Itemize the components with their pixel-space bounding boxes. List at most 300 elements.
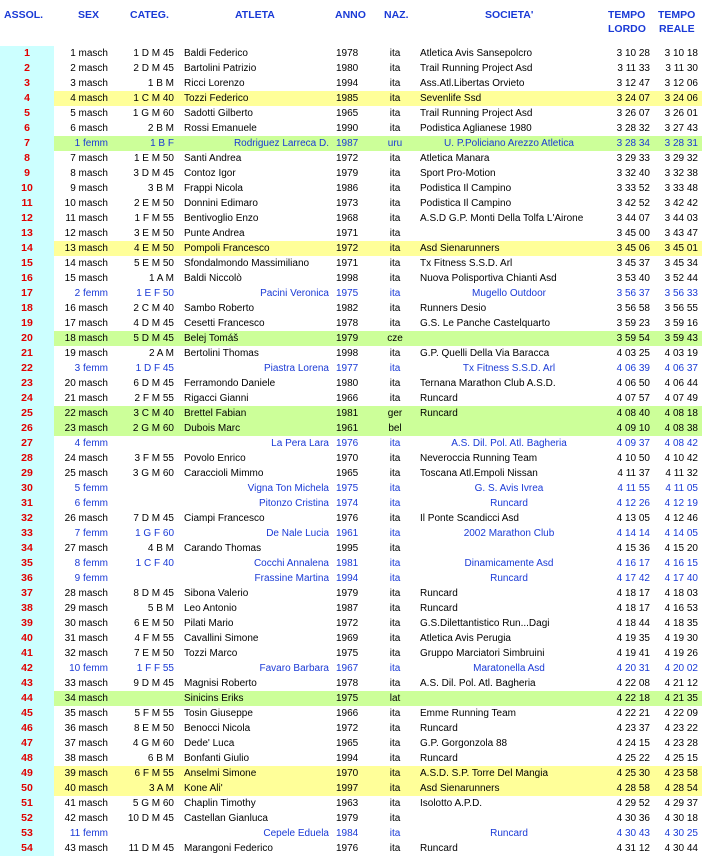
- position-cell: 33: [0, 526, 54, 541]
- gross-time-cell: 4 08 40: [616, 408, 650, 419]
- net-time-cell: 3 33 48: [664, 183, 698, 194]
- table-row: [0, 136, 702, 151]
- net-time-cell: 4 28 54: [664, 783, 698, 794]
- club-cell: [420, 811, 598, 826]
- position-cell: 16: [0, 271, 54, 286]
- gross-time-cell: 4 19 35: [616, 633, 650, 644]
- nationality-cell: ita: [389, 453, 401, 464]
- sex-rank-cell: 4 femm: [74, 438, 108, 449]
- sex-rank-cell: 16 masch: [64, 303, 108, 314]
- position-cell: 7: [0, 136, 54, 151]
- athlete-name-cell: Cavallini Simone: [184, 633, 259, 644]
- birth-year-cell: 1965: [336, 108, 359, 119]
- birth-year-cell: 1979: [336, 168, 359, 179]
- sex-rank-cell: 5 masch: [70, 108, 108, 119]
- birth-year-cell: 1978: [336, 678, 359, 689]
- category-cell: 1 G F 60: [135, 528, 174, 539]
- table-row: [0, 451, 702, 466]
- category-cell: 3 G M 60: [132, 468, 174, 479]
- club-cell: Maratonella Asd: [473, 663, 545, 674]
- club-cell: Ass.Atl.Libertas Orvieto: [420, 78, 525, 89]
- birth-year-cell: 1969: [336, 633, 359, 644]
- gross-time-cell: 4 20 31: [616, 663, 650, 674]
- table-row: [0, 61, 702, 76]
- category-cell: 1 C M 40: [133, 93, 174, 104]
- sex-rank-cell: 2 femm: [74, 288, 108, 299]
- net-time-cell: 3 45 34: [664, 258, 698, 269]
- club-cell: Tx Fitness S.S.D. Arl: [420, 258, 513, 269]
- athlete-name-cell: Bertolini Thomas: [184, 348, 259, 359]
- table-row: [0, 526, 702, 541]
- club-cell: Podistica Aglianese 1980: [420, 123, 532, 134]
- net-time-cell: 3 10 18: [664, 48, 698, 59]
- athlete-name-cell: Santi Andrea: [184, 153, 242, 164]
- sex-rank-cell: 9 masch: [70, 183, 108, 194]
- birth-year-cell: 1974: [336, 498, 359, 509]
- club-cell: Nuova Polisportiva Chianti Asd: [420, 273, 557, 284]
- category-cell: 3 A M: [148, 783, 174, 794]
- birth-year-cell: 1976: [336, 438, 359, 449]
- sex-rank-cell: 3 femm: [74, 363, 108, 374]
- nationality-cell: ita: [389, 123, 401, 134]
- category-cell: 4 G M 60: [132, 738, 174, 749]
- club-cell: Podistica Il Campino: [420, 183, 512, 194]
- position-cell: 20: [0, 331, 54, 346]
- birth-year-cell: 1998: [336, 273, 359, 284]
- category-cell: 10 D M 45: [127, 813, 174, 824]
- gross-time-cell: 3 45 00: [616, 228, 650, 239]
- category-cell: 7 E M 50: [133, 648, 174, 659]
- club-cell: Il Ponte Scandicci Asd: [420, 513, 519, 524]
- athlete-name-cell: Carando Thomas: [184, 543, 262, 554]
- birth-year-cell: 1966: [336, 393, 359, 404]
- gross-time-cell: 3 26 07: [616, 108, 650, 119]
- athlete-name-cell: Favaro Barbara: [259, 663, 329, 674]
- net-time-cell: 4 19 30: [664, 633, 698, 644]
- gross-time-cell: 4 16 17: [616, 558, 650, 569]
- athlete-name-cell: Piastra Lorena: [263, 363, 329, 374]
- position-cell: 30: [0, 481, 54, 496]
- birth-year-cell: 1987: [336, 138, 359, 149]
- athlete-name-cell: Sibona Valerio: [184, 588, 249, 599]
- net-time-cell: 4 08 42: [664, 438, 698, 449]
- club-cell: G.P. Gorgonzola 88: [420, 738, 508, 749]
- header-atleta: ATLETA: [235, 9, 275, 21]
- sex-rank-cell: 2 masch: [70, 63, 108, 74]
- birth-year-cell: 1994: [336, 78, 359, 89]
- table-row: [0, 556, 702, 571]
- athlete-name-cell: Anselmi Simone: [184, 768, 257, 779]
- nationality-cell: ita: [389, 273, 401, 284]
- club-cell: Atletica Avis Perugia: [420, 633, 511, 644]
- birth-year-cell: 1972: [336, 243, 359, 254]
- athlete-name-cell: Baldi Niccolò: [184, 273, 242, 284]
- athlete-name-cell: Rodriguez Larreca D.: [233, 138, 329, 149]
- position-cell: 12: [0, 211, 54, 226]
- table-row: [0, 91, 702, 106]
- sex-rank-cell: 8 femm: [74, 558, 108, 569]
- sex-rank-cell: 21 masch: [64, 393, 108, 404]
- nationality-cell: ita: [389, 168, 401, 179]
- nationality-cell: uru: [387, 138, 403, 149]
- net-time-cell: 3 43 47: [664, 228, 698, 239]
- net-time-cell: 3 27 43: [664, 123, 698, 134]
- nationality-cell: ita: [389, 843, 401, 854]
- net-time-cell: 3 11 30: [665, 63, 698, 74]
- table-row: [0, 691, 702, 706]
- sex-rank-cell: 10 femm: [69, 663, 108, 674]
- table-row: [0, 331, 702, 346]
- birth-year-cell: 1981: [336, 558, 359, 569]
- nationality-cell: ita: [389, 648, 401, 659]
- position-cell: 35: [0, 556, 54, 571]
- position-cell: 18: [0, 301, 54, 316]
- category-cell: 3 B M: [147, 183, 174, 194]
- net-time-cell: 4 12 46: [664, 513, 698, 524]
- club-cell: Tx Fitness S.S.D. Arl: [462, 363, 556, 374]
- category-cell: 1 B M: [147, 78, 174, 89]
- nationality-cell: ita: [389, 198, 401, 209]
- gross-time-cell: 3 56 58: [616, 303, 650, 314]
- position-cell: 25: [0, 406, 54, 421]
- gross-time-cell: 3 33 52: [616, 183, 650, 194]
- category-cell: 6 B M: [147, 753, 174, 764]
- athlete-name-cell: Frappi Nicola: [184, 183, 243, 194]
- table-row: [0, 271, 702, 286]
- club-cell: Ternana Marathon Club A.S.D.: [420, 378, 556, 389]
- sex-rank-cell: 6 femm: [74, 498, 108, 509]
- category-cell: 7 D M 45: [133, 513, 174, 524]
- sex-rank-cell: 1 femm: [74, 138, 108, 149]
- position-cell: 53: [0, 826, 54, 841]
- gross-time-cell: 4 09 37: [616, 438, 650, 449]
- sex-rank-cell: 7 femm: [74, 528, 108, 539]
- position-cell: 5: [0, 106, 54, 121]
- athlete-name-cell: Cepele Eduela: [263, 828, 329, 839]
- category-cell: 1 C F 40: [135, 558, 174, 569]
- category-cell: 1 E F 50: [136, 288, 174, 299]
- gross-time-cell: 4 30 43: [616, 828, 650, 839]
- category-cell: 3 E M 50: [133, 228, 174, 239]
- birth-year-cell: 1968: [336, 213, 359, 224]
- athlete-name-cell: Tozzi Marco: [184, 648, 238, 659]
- gross-time-cell: 3 24 07: [616, 93, 650, 104]
- sex-rank-cell: 39 masch: [64, 768, 108, 779]
- category-cell: 3 D M 45: [133, 168, 174, 179]
- club-cell: Runners Desio: [420, 303, 487, 314]
- table-row: [0, 676, 702, 691]
- gross-time-cell: 4 22 18: [616, 693, 650, 704]
- club-cell: [420, 226, 598, 241]
- gross-time-cell: 4 10 50: [616, 453, 650, 464]
- position-cell: 43: [0, 676, 54, 691]
- birth-year-cell: 1979: [336, 588, 359, 599]
- net-time-cell: 4 30 44: [664, 843, 698, 854]
- athlete-name-cell: Frassine Martina: [254, 573, 329, 584]
- athlete-name-cell: Benocci Nicola: [184, 723, 251, 734]
- header-anno: ANNO: [335, 9, 366, 21]
- table-row: [0, 796, 702, 811]
- nationality-cell: ita: [389, 753, 401, 764]
- table-row: [0, 646, 702, 661]
- sex-rank-cell: 9 femm: [74, 573, 108, 584]
- nationality-cell: ita: [389, 153, 401, 164]
- gross-time-cell: 4 22 08: [616, 678, 650, 689]
- athlete-name-cell: Rossi Emanuele: [184, 123, 257, 134]
- table-row: [0, 151, 702, 166]
- table-row: [0, 211, 702, 226]
- sex-rank-cell: 30 masch: [64, 618, 108, 629]
- net-time-cell: 3 32 38: [664, 168, 698, 179]
- nationality-cell: ita: [389, 513, 401, 524]
- club-cell: Neveroccia Running Team: [420, 453, 538, 464]
- category-cell: [110, 826, 174, 841]
- category-cell: 2 F M 55: [134, 393, 174, 404]
- header-tempo-reale-line2: REALE: [659, 23, 695, 35]
- club-cell: Runcard: [420, 603, 458, 614]
- birth-year-cell: 1976: [336, 843, 359, 854]
- sex-rank-cell: 1 masch: [70, 48, 108, 59]
- club-cell: 2002 Marathon Club: [463, 528, 555, 539]
- birth-year-cell: 1978: [336, 48, 359, 59]
- gross-time-cell: 4 25 22: [616, 753, 650, 764]
- position-cell: 11: [0, 196, 54, 211]
- net-time-cell: 3 52 44: [664, 273, 698, 284]
- position-cell: 42: [0, 661, 54, 676]
- sex-rank-cell: 10 masch: [64, 198, 108, 209]
- club-cell: Emme Running Team: [420, 708, 516, 719]
- sex-rank-cell: 37 masch: [64, 738, 108, 749]
- category-cell: 9 D M 45: [133, 678, 174, 689]
- net-time-cell: 4 14 05: [664, 528, 698, 539]
- category-cell: 1 A M: [148, 273, 174, 284]
- category-cell: 1 B F: [150, 138, 174, 149]
- position-cell: 31: [0, 496, 54, 511]
- net-time-cell: 3 44 03: [664, 213, 698, 224]
- category-cell: 6 E M 50: [133, 618, 174, 629]
- athlete-name-cell: Chaplin Timothy: [184, 798, 256, 809]
- nationality-cell: cze: [387, 333, 403, 344]
- birth-year-cell: 1976: [336, 513, 359, 524]
- category-cell: 5 B M: [147, 603, 174, 614]
- nationality-cell: ita: [389, 243, 401, 254]
- club-cell: A.S.D. S.P. Torre Del Mangia: [420, 768, 549, 779]
- sex-rank-cell: 26 masch: [64, 513, 108, 524]
- net-time-cell: 3 56 55: [664, 303, 698, 314]
- athlete-name-cell: Baldi Federico: [184, 48, 248, 59]
- position-cell: 52: [0, 811, 54, 826]
- header-tempo-reale-line1: TEMPO: [658, 9, 696, 21]
- header-societa: SOCIETA': [485, 9, 534, 21]
- athlete-name-cell: Povolo Enrico: [184, 453, 246, 464]
- birth-year-cell: 1965: [336, 738, 359, 749]
- athlete-name-cell: Vigna Ton Michela: [247, 483, 329, 494]
- club-cell: Dinamicamente Asd: [464, 558, 554, 569]
- category-cell: 11 D M 45: [128, 843, 174, 854]
- category-cell: [110, 691, 174, 706]
- net-time-cell: 4 08 18: [664, 408, 698, 419]
- athlete-name-cell: Tozzi Federico: [184, 93, 249, 104]
- birth-year-cell: 1985: [336, 93, 359, 104]
- table-row: [0, 181, 702, 196]
- sex-rank-cell: 34 masch: [64, 693, 108, 704]
- sex-rank-cell: 28 masch: [64, 588, 108, 599]
- gross-time-cell: 4 18 17: [616, 588, 650, 599]
- club-cell: G.P. Quelli Della Via Baracca: [420, 348, 550, 359]
- gross-time-cell: 4 03 25: [616, 348, 650, 359]
- nationality-cell: ita: [389, 108, 401, 119]
- table-row: [0, 601, 702, 616]
- category-cell: 1 F M 55: [134, 213, 174, 224]
- position-cell: 51: [0, 796, 54, 811]
- sex-rank-cell: 43 masch: [64, 843, 108, 854]
- nationality-cell: ita: [389, 63, 401, 74]
- table-row: [0, 661, 702, 676]
- club-cell: [420, 541, 598, 556]
- sex-rank-cell: 40 masch: [64, 783, 108, 794]
- net-time-cell: 4 21 35: [664, 693, 698, 704]
- birth-year-cell: 1965: [336, 468, 359, 479]
- gross-time-cell: 4 06 39: [616, 363, 650, 374]
- club-cell: G.S. Le Panche Castelquarto: [420, 318, 551, 329]
- sex-rank-cell: 14 masch: [64, 258, 108, 269]
- gross-time-cell: 4 09 10: [616, 423, 650, 434]
- gross-time-cell: 3 45 06: [616, 243, 650, 254]
- nationality-cell: ita: [389, 768, 401, 779]
- position-cell: 38: [0, 601, 54, 616]
- position-cell: 39: [0, 616, 54, 631]
- gross-time-cell: 3 11 33: [617, 63, 650, 74]
- table-row: [0, 781, 702, 796]
- birth-year-cell: 1966: [336, 708, 359, 719]
- net-time-cell: 3 29 32: [664, 153, 698, 164]
- net-time-cell: 4 03 19: [664, 348, 698, 359]
- net-time-cell: 4 16 15: [664, 558, 698, 569]
- athlete-name-cell: Ricci Lorenzo: [184, 78, 245, 89]
- nationality-cell: lat: [389, 693, 401, 704]
- sex-rank-cell: 27 masch: [64, 543, 108, 554]
- header-tempo-lordo-line2: LORDO: [608, 23, 646, 35]
- nationality-cell: ita: [389, 288, 401, 299]
- gross-time-cell: 4 25 30: [616, 768, 650, 779]
- gross-time-cell: 4 14 14: [616, 528, 650, 539]
- gross-time-cell: 4 06 50: [616, 378, 650, 389]
- birth-year-cell: 1967: [336, 663, 359, 674]
- club-cell: Atletica Manara: [420, 153, 490, 164]
- position-cell: 29: [0, 466, 54, 481]
- position-cell: 2: [0, 61, 54, 76]
- gross-time-cell: 3 53 40: [616, 273, 650, 284]
- table-row: [0, 496, 702, 511]
- birth-year-cell: 1961: [336, 528, 359, 539]
- birth-year-cell: 1998: [336, 348, 359, 359]
- table-row: [0, 316, 702, 331]
- gross-time-cell: 3 12 47: [616, 78, 650, 89]
- birth-year-cell: 1975: [336, 693, 359, 704]
- athlete-name-cell: Brettel Fabian: [184, 408, 247, 419]
- birth-year-cell: 1972: [336, 618, 359, 629]
- gross-time-cell: 4 13 05: [616, 513, 650, 524]
- athlete-name-cell: Ferramondo Daniele: [184, 378, 276, 389]
- position-cell: 28: [0, 451, 54, 466]
- net-time-cell: 4 08 38: [664, 423, 698, 434]
- athlete-name-cell: Bartolini Patrizio: [184, 63, 257, 74]
- table-row: [0, 841, 702, 856]
- club-cell: Runcard: [490, 828, 528, 839]
- club-cell: U. P.Policiano Arezzo Atletica: [444, 138, 574, 149]
- athlete-name-cell: Castellan Gianluca: [184, 813, 268, 824]
- nationality-cell: ita: [389, 573, 401, 584]
- position-cell: 9: [0, 166, 54, 181]
- net-time-cell: 4 07 49: [664, 393, 698, 404]
- sex-rank-cell: 23 masch: [64, 423, 108, 434]
- club-cell: Isolotto A.P.D.: [420, 798, 483, 809]
- sex-rank-cell: 33 masch: [64, 678, 108, 689]
- nationality-cell: ita: [389, 783, 401, 794]
- position-cell: 14: [0, 241, 54, 256]
- category-cell: 4 E M 50: [133, 243, 174, 254]
- sex-rank-cell: 31 masch: [64, 633, 108, 644]
- position-cell: 23: [0, 376, 54, 391]
- position-cell: 22: [0, 361, 54, 376]
- club-cell: Asd Sienarunners: [420, 243, 500, 254]
- table-row: [0, 751, 702, 766]
- nationality-cell: ita: [389, 723, 401, 734]
- category-cell: [110, 571, 174, 586]
- birth-year-cell: 1984: [336, 828, 359, 839]
- gross-time-cell: 3 45 37: [616, 258, 650, 269]
- table-row: [0, 421, 702, 436]
- gross-time-cell: 4 28 58: [616, 783, 650, 794]
- club-cell: Asd Sienarunners: [420, 783, 500, 794]
- net-time-cell: 3 59 16: [664, 318, 698, 329]
- net-time-cell: 4 16 53: [664, 603, 698, 614]
- table-row: [0, 121, 702, 136]
- athlete-name-cell: Bonfanti Giulio: [184, 753, 250, 764]
- net-time-cell: 3 12 06: [664, 78, 698, 89]
- gross-time-cell: 3 42 52: [616, 198, 650, 209]
- table-row: [0, 736, 702, 751]
- net-time-cell: 3 42 42: [664, 198, 698, 209]
- net-time-cell: 4 23 22: [664, 723, 698, 734]
- position-cell: 47: [0, 736, 54, 751]
- club-cell: Runcard: [420, 393, 458, 404]
- net-time-cell: 4 15 20: [664, 543, 698, 554]
- sex-rank-cell: 4 masch: [70, 93, 108, 104]
- athlete-name-cell: Sinicins Eriks: [184, 693, 244, 704]
- nationality-cell: ita: [389, 708, 401, 719]
- position-cell: 48: [0, 751, 54, 766]
- club-cell: Runcard: [420, 753, 458, 764]
- club-cell: Mugello Outdoor: [472, 288, 546, 299]
- athlete-name-cell: Magnisi Roberto: [184, 678, 257, 689]
- table-row: [0, 166, 702, 181]
- athlete-name-cell: Sambo Roberto: [184, 303, 255, 314]
- gross-time-cell: 4 30 36: [616, 813, 650, 824]
- table-row: [0, 586, 702, 601]
- sex-rank-cell: 15 masch: [64, 273, 108, 284]
- net-time-cell: 4 17 40: [664, 573, 698, 584]
- net-time-cell: 3 28 31: [664, 138, 698, 149]
- gross-time-cell: 4 11 55: [617, 483, 650, 494]
- nationality-cell: ita: [389, 618, 401, 629]
- category-cell: 8 E M 50: [133, 723, 174, 734]
- club-cell: Atletica Avis Sansepolcro: [420, 48, 533, 59]
- gross-time-cell: 4 17 42: [616, 573, 650, 584]
- birth-year-cell: 1975: [336, 288, 359, 299]
- position-cell: 6: [0, 121, 54, 136]
- gross-time-cell: 3 10 28: [616, 48, 650, 59]
